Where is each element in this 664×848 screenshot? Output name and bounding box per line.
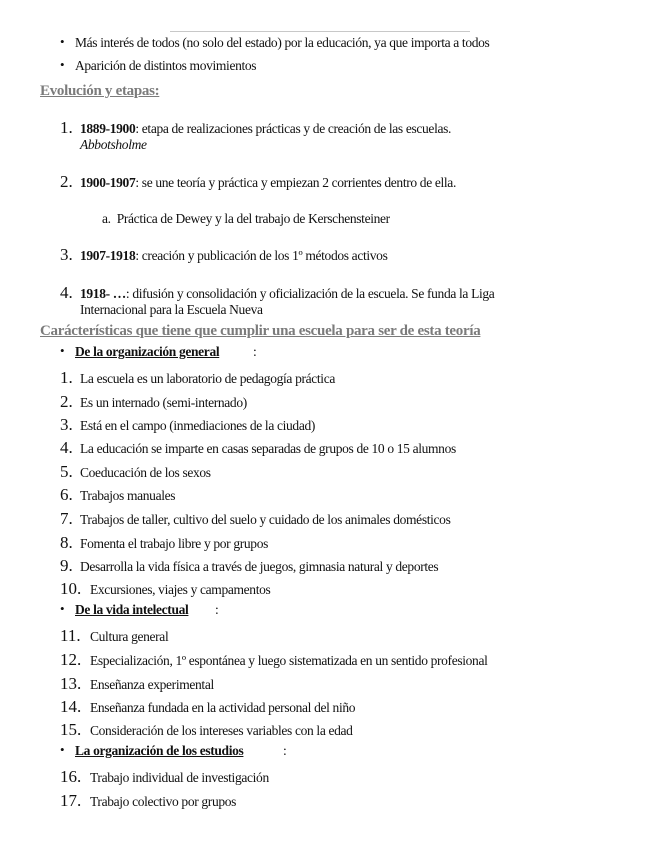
list-item: La escuela es un laboratorio de pedagogía práctica (80, 371, 335, 386)
item-number: 12. (60, 650, 82, 669)
item-number: 4. (60, 438, 73, 457)
list-item: Cultura general (90, 629, 169, 644)
etapa-sub-item: a. Práctica de Dewey y la del trabajo de Kerschensteiner (102, 211, 390, 226)
bullet-icon: • (60, 742, 65, 757)
item-number: 16. (60, 767, 82, 786)
subsection-colon: : (253, 344, 257, 359)
item-number: 10. (60, 579, 82, 598)
list-item: Coeducación de los sexos (80, 465, 211, 480)
item-number: 2. (60, 392, 73, 411)
etapa-number: 1. (60, 118, 73, 137)
bullet-icon: • (60, 601, 65, 616)
etapa-text: 1907-1918: creación y publicación de los 1º métodos activos (80, 248, 388, 263)
subsection-title: De la organización general (75, 344, 220, 359)
bullet-icon: • (60, 57, 65, 72)
list-item: Consideración de los intereses variables con la edad (90, 723, 353, 738)
list-item: Especialización, 1º espontánea y luego sistematizada en un sentido profesional (90, 653, 488, 668)
list-item: La educación se imparte en casas separadas de grupos de 10 o 15 alumnos (80, 441, 456, 456)
subsection-colon: : (283, 743, 287, 758)
section-heading-caracteristicas: Carácterísticas que tiene que cumplir una escuela para ser de esta teoría (40, 323, 481, 339)
list-item: Trabajo colectivo por grupos (90, 794, 237, 809)
list-item: Está en el campo (inmediaciones de la ciudad) (80, 418, 316, 433)
item-number: 14. (60, 697, 82, 716)
list-item: Trabajos de taller, cultivo del suelo y cuidado de los animales domésticos (80, 512, 451, 527)
subsection-title: La organización de los estudios (75, 743, 244, 758)
etapa-text: 1889-1900: etapa de realizaciones prácticas y de creación de las escuelas. (80, 121, 452, 136)
item-number: 8. (60, 533, 73, 552)
top-bullet-text: Aparición de distintos movimientos (75, 58, 257, 73)
page-top-rule (170, 31, 470, 32)
top-bullet-text: Más interés de todos (no solo del estado) por la educación, ya que importa a todos (75, 35, 490, 50)
etapa-text-continuation: Abbotsholme (80, 137, 147, 152)
bullet-icon: • (60, 34, 65, 49)
item-number: 17. (60, 791, 82, 810)
etapa-text-continuation: Internacional para la Escuela Nueva (80, 302, 263, 317)
section-heading-evolucion: Evolución y etapas: (40, 83, 160, 99)
list-item: Enseñanza fundada en la actividad personal del niño (90, 700, 356, 715)
etapa-number: 2. (60, 172, 73, 191)
list-item: Excursiones, viajes y campamentos (90, 582, 271, 597)
etapa-number: 4. (60, 283, 73, 302)
item-number: 13. (60, 674, 82, 693)
list-item: Trabajos manuales (80, 488, 176, 503)
list-item: Es un internado (semi-internado) (80, 395, 247, 410)
etapa-number: 3. (60, 245, 73, 264)
item-number: 9. (60, 556, 73, 575)
list-item: Trabajo individual de investigación (90, 770, 269, 785)
list-item: Enseñanza experimental (90, 677, 214, 692)
item-number: 7. (60, 509, 73, 528)
subsection-colon: : (215, 602, 219, 617)
item-number: 5. (60, 462, 73, 481)
item-number: 1. (60, 368, 73, 387)
item-number: 3. (60, 415, 73, 434)
list-item: Fomenta el trabajo libre y por grupos (80, 536, 269, 551)
bullet-icon: • (60, 343, 65, 358)
item-number: 6. (60, 485, 73, 504)
list-item: Desarrolla la vida física a través de juegos, gimnasia natural y deportes (80, 559, 439, 574)
item-number: 15. (60, 720, 82, 739)
subsection-title: De la vida intelectual (75, 602, 189, 617)
etapa-text: 1918- …: difusión y consolidación y oficialización de la escuela. Se funda la Liga (80, 286, 495, 301)
etapa-text: 1900-1907: se une teoría y práctica y empiezan 2 corrientes dentro de ella. (80, 175, 456, 190)
item-number: 11. (60, 626, 81, 645)
